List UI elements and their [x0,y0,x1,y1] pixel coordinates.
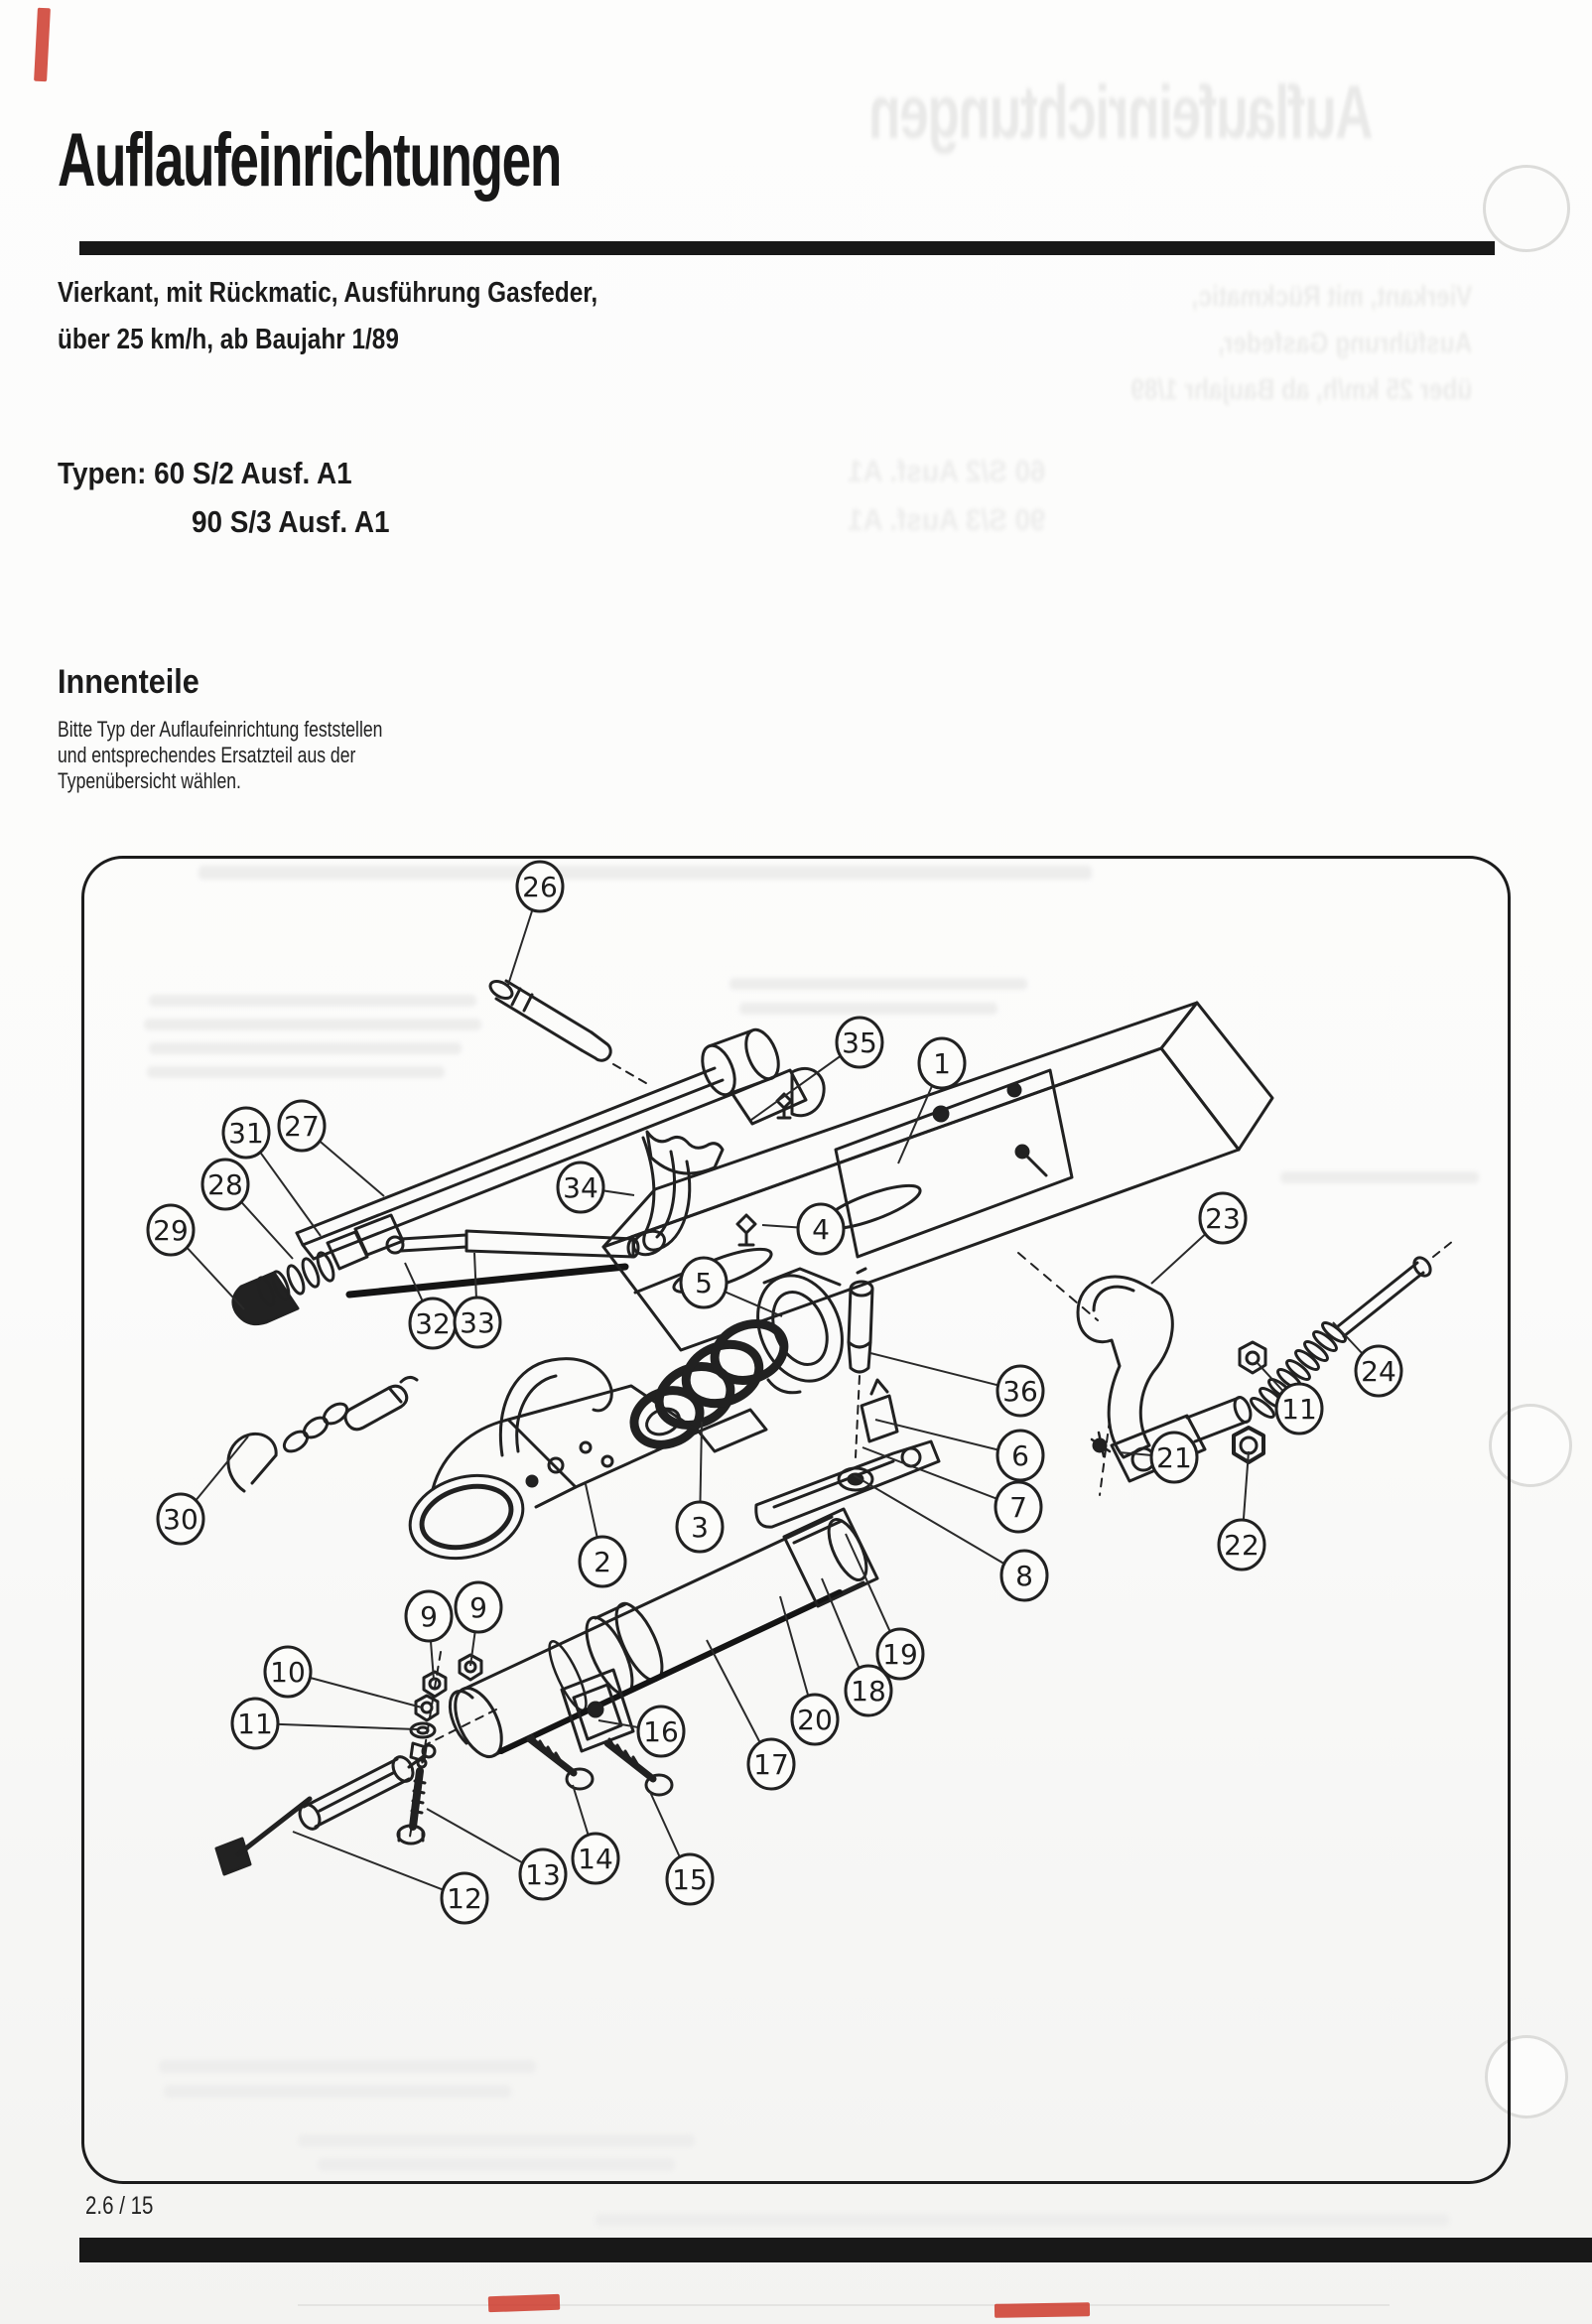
section-note [58,717,382,794]
svg-text:29: 29 [153,1214,189,1247]
title-rule [79,241,1495,255]
callout-16 [638,1707,684,1756]
callout-22 [1219,1520,1264,1570]
callout-3 [677,1502,723,1552]
callout-9 [406,1591,452,1641]
svg-text:21: 21 [1156,1441,1192,1474]
subtitle-line: Vierkant, mit Rückmatic, Ausführung Gasfeder, [58,277,598,309]
scan-hairline [298,2304,1390,2306]
svg-text:27: 27 [284,1110,320,1143]
svg-text:23: 23 [1205,1202,1241,1235]
callout-6 [997,1431,1043,1480]
svg-text:6: 6 [1011,1439,1029,1472]
callout-1 [919,1038,965,1088]
svg-text:22: 22 [1224,1529,1260,1562]
callout-24 [1356,1346,1401,1396]
lever-pivot-pin [487,978,651,1086]
gas-strut [349,1231,638,1295]
fastener-stack [398,1652,481,1844]
parts-diagram-box [81,856,1511,2184]
svg-text:2: 2 [594,1546,611,1578]
callout-10 [265,1647,311,1697]
bottom-rule [79,2238,1592,2262]
callout-9 [456,1582,501,1632]
callout-4 [798,1204,844,1254]
svg-text:19: 19 [882,1638,918,1671]
callout-11 [1276,1384,1322,1434]
svg-text:11: 11 [237,1708,273,1740]
callout-29 [148,1205,194,1255]
svg-text:31: 31 [228,1117,264,1150]
bleed-line: über 25 km/h, ab Baujahr 1/89 [1130,374,1473,406]
note-line: und entsprechendes Ersatzteil aus der [58,743,356,767]
callout-33 [455,1298,500,1347]
svg-text:18: 18 [851,1675,886,1708]
callout-21 [1151,1433,1197,1482]
svg-text:14: 14 [578,1843,613,1875]
callout-30 [158,1494,203,1544]
callout-36 [997,1366,1043,1416]
type-line: 90 S/3 Ausf. A1 [192,504,390,539]
diagram-svg [81,856,1505,2178]
callout-balloons [148,862,1401,1923]
svg-text:24: 24 [1361,1355,1396,1388]
grease-nipples [737,1094,791,1245]
svg-text:10: 10 [270,1656,306,1689]
exploded-parts-drawing [216,978,1453,1874]
callout-27 [279,1101,325,1151]
page-subtitle [58,270,597,363]
svg-text:9: 9 [469,1591,487,1624]
callout-17 [748,1739,794,1789]
callout-leader [862,1447,1018,1507]
callout-14 [573,1834,618,1883]
rubber-bellows [626,1313,793,1453]
bleed-line: 90 S/3 Ausf. A1 [847,502,1046,537]
svg-text:9: 9 [420,1600,438,1633]
bleed-through-typen [751,447,1046,544]
callout-leader [293,1832,464,1898]
svg-text:12: 12 [447,1882,482,1915]
bleed-through-subtitle [1089,274,1472,414]
svg-text:13: 13 [525,1858,561,1891]
svg-text:16: 16 [643,1715,679,1748]
svg-text:35: 35 [842,1026,877,1059]
callout-8 [1001,1551,1047,1600]
punch-hole [1483,165,1570,252]
type-line [58,449,390,497]
section-heading: Innenteile [58,663,199,701]
shock-absorber [216,1745,435,1874]
bleed-through-bar [596,2214,1449,2226]
svg-text:20: 20 [797,1704,833,1736]
construction-lines [1018,1253,1098,1320]
svg-text:32: 32 [415,1307,451,1340]
svg-text:26: 26 [522,871,558,903]
callout-28 [202,1160,248,1209]
callout-leader [854,1475,1024,1575]
type-list [58,449,390,546]
callout-18 [846,1666,891,1715]
svg-text:1: 1 [933,1047,951,1080]
callout-11 [232,1699,278,1748]
svg-text:34: 34 [563,1171,598,1204]
red-mark [995,2302,1090,2318]
breakaway-cable [228,1377,417,1491]
red-mark [488,2294,561,2313]
bleed-line: Vierkant, mit Rückmatic, Ausführung Gasfeder, [1191,281,1473,359]
page-number: 2.6 / 15 [85,2192,154,2220]
reverse-pawl [756,1380,939,1527]
note-line: Bitte Typ der Auflaufeinrichtung feststellen [58,717,383,742]
callout-20 [792,1695,838,1744]
callout-15 [667,1854,713,1904]
callout-7 [995,1482,1041,1532]
ratchet-arm [630,1138,689,1259]
svg-text:17: 17 [753,1748,789,1781]
type-value: 60 S/2 Ausf. A1 [154,456,352,490]
svg-text:33: 33 [460,1306,495,1339]
bleed-line: 60 S/2 Ausf. A1 [847,454,1046,488]
svg-text:15: 15 [672,1863,708,1896]
callout-32 [410,1299,456,1348]
callout-31 [223,1108,269,1158]
svg-text:7: 7 [1009,1491,1027,1524]
svg-text:8: 8 [1015,1560,1033,1592]
clevis-pin [849,1269,872,1457]
svg-text:11: 11 [1281,1393,1317,1426]
svg-text:28: 28 [207,1168,243,1201]
callout-23 [1200,1193,1246,1243]
callout-12 [442,1873,487,1923]
callout-34 [558,1162,603,1212]
svg-text:30: 30 [163,1503,199,1536]
callout-2 [580,1537,625,1586]
page-title: Auflaufeinrichtungen [58,118,561,203]
svg-text:36: 36 [1002,1375,1038,1408]
subtitle-line: über 25 km/h, ab Baujahr 1/89 [58,324,399,355]
callout-13 [520,1849,566,1899]
svg-text:4: 4 [812,1213,830,1246]
callout-35 [837,1018,882,1067]
svg-text:3: 3 [691,1511,709,1544]
svg-text:5: 5 [695,1267,713,1299]
recoil-spring [1249,1241,1453,1421]
bleed-through-title: Auflaufeinrichtungen [869,70,1374,155]
type-label: Typen: [58,456,147,490]
callout-26 [517,862,563,911]
note-line: Typenübersicht wählen. [58,768,241,793]
red-mark [34,8,51,82]
callout-5 [681,1258,727,1307]
